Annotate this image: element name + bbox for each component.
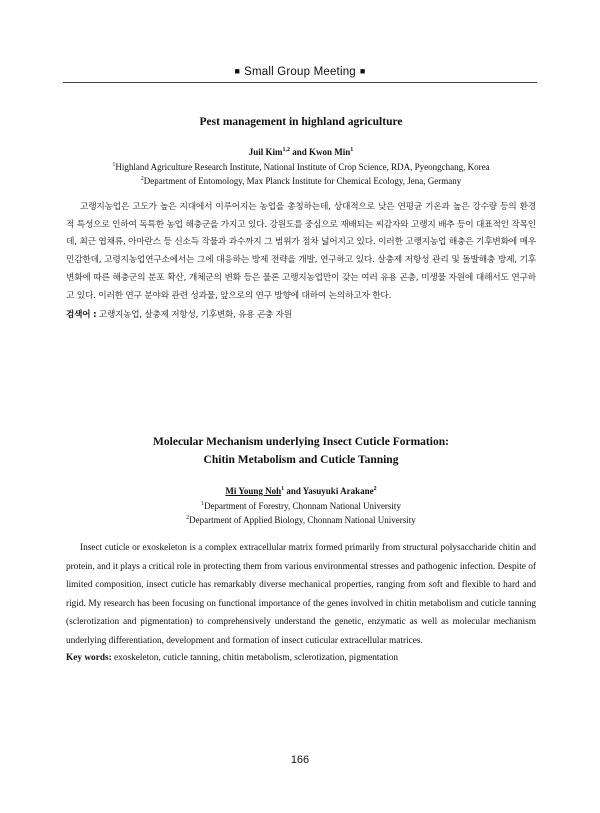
abstract-title-line1: Molecular Mechanism underlying Insect Cuticle Formation: (153, 436, 449, 448)
abstract-body: 고랭지농업은 고도가 높은 지대에서 이루어지는 농업을 총칭하는데, 상대적으로 낮은 연평균 기온과 높은 강수량 등의 환경적 특성으로 인하여 독특한 농업 해충군을 가지고 있다. 강원도를 중심으로 재배되는 씨감자와 고랭지 배추 등이 대표적인 작목인데, 최근 엽채류, 아마란스 등 신소득 작물과 과수까지 그 범위가 점차 넓어지고 있다. 이러한 고랭지농업 해충은 기후변화에 매우 민감한데, 고령지농업연구소에서는 그에 대응하는 방제 전략을 개발, 연구하고 있다. 살충제 저항성 관리 및 돌발해충 방제, 기후 변화에 따른 해충군의 분포 확산, 개체군의 변화 등은 물론 고랭지농업만이 갖는 여러 유용 곤충, 미생물 자원에 대해서도 연구하고 있다. 이러한 연구 분야와 관련 성과물, 앞으로의 연구 방향에 대하여 논의하고자 한다. (66, 202, 536, 301)
header-divider (63, 82, 537, 83)
keywords (66, 308, 536, 320)
author-name: Yasuyuki Arakane (302, 486, 374, 496)
abstract-pest-management (66, 113, 536, 320)
keywords (66, 653, 536, 663)
keywords-label: 검색어 : (66, 310, 97, 321)
author-list (66, 144, 536, 158)
author-separator: and (289, 147, 309, 157)
square-marker-icon: ■ (234, 66, 241, 76)
section-header-title: Small Group Meeting (244, 66, 356, 78)
keywords-text: exoskeleton, cuticle tanning, chitin metabolism, sclerotization, pigmentation (111, 652, 399, 663)
author-name: Kwon Min (309, 147, 351, 157)
affiliation (66, 160, 536, 174)
keywords-label: Key words: (66, 652, 112, 663)
author-sup: 1,2 (282, 147, 290, 153)
author-name: Juil Kim (248, 147, 283, 157)
abstract-title-line2: Chitin Metabolism and Cuticle Tanning (203, 454, 399, 466)
affiliation-text: Department of Applied Biology, Chonnam National University (189, 514, 416, 525)
affiliation-text: Highland Agriculture Research Institute, National Institute of Crop Science, RDA, Pyeongchang, Korea (115, 162, 490, 172)
author-list (66, 483, 536, 497)
affiliation-sup: 1 (112, 162, 116, 168)
author-separator: and (284, 486, 303, 496)
page-number: 166 (290, 754, 310, 766)
affiliation-sup: 2 (186, 514, 190, 521)
author-sup: 1 (350, 147, 354, 153)
affiliation-text: Department of Entomology, Max Planck Institute for Chemical Ecology, Jena, Germany (143, 175, 462, 186)
square-marker-icon: ■ (359, 66, 366, 76)
affiliation-sup: 1 (201, 501, 205, 507)
author-sup: 1 (281, 486, 285, 492)
keywords-text: 고랭지농업, 살충제 저항성, 기후변화, 유용 곤충 자원 (96, 310, 292, 321)
abstract-insect-cuticle (66, 433, 536, 663)
author-name-presenter: Mi Young Noh (225, 486, 282, 496)
author-sup: 2 (373, 486, 377, 492)
affiliation-text: Department of Forestry, Chonnam National University (204, 501, 401, 511)
section-header (0, 66, 600, 78)
affiliation (66, 499, 536, 513)
affiliation (66, 174, 536, 188)
affiliation (66, 513, 536, 527)
abstract-body: Insect cuticle or exoskeleton is a complex extracellular matrix formed primarily from structural polysaccharide chitin and protein, and it plays a critical role in protecting them from various environmental stresses and pathogenic infection. Despite of limited composition, insect cuticle has remarkably diverse mechanical properties, ranging from soft and flexible to hard and rigid. My research has been focusing on functional importance of the genes involved in chitin metabolism and cuticle tanning (sclerotization and pigmentation) to comprehensively understand the genetic, enzymatic as well as molecular mechanism underlying differentiation, development and formation of insect cuticular extracellular matrices. (66, 543, 536, 646)
abstract-title: Pest management in highland agriculture (199, 116, 403, 128)
affiliation-sup: 2 (140, 175, 144, 182)
